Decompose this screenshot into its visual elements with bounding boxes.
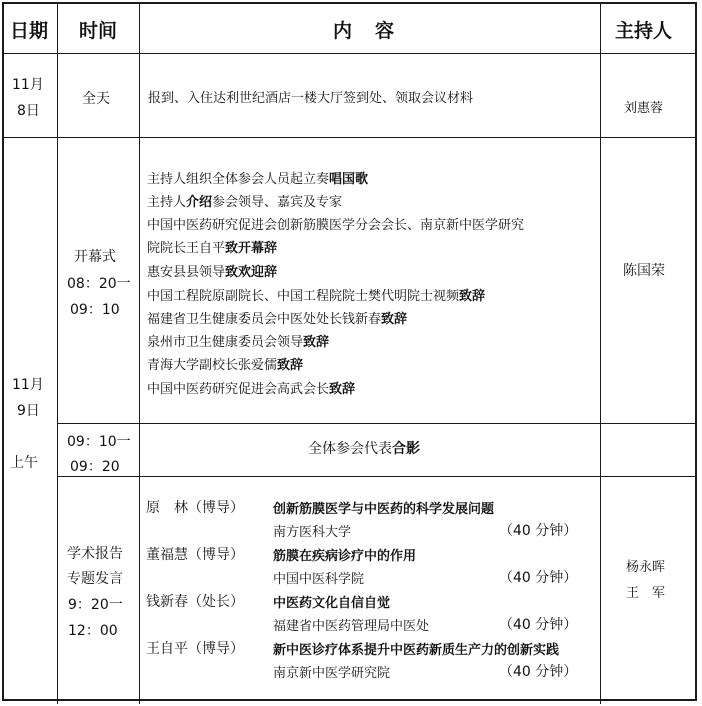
reports-host-line1: 杨永晖 bbox=[626, 560, 666, 575]
grid-line bbox=[57, 423, 697, 424]
grid-line bbox=[139, 2, 140, 704]
report-duration: （40 分钟） bbox=[499, 570, 578, 586]
report-title: 创新筋膜医学与中医药的科学发展问题 bbox=[273, 502, 495, 517]
reports-time-end: 12：00 bbox=[68, 623, 118, 639]
report-speaker: 原 林（博导） bbox=[146, 500, 244, 516]
opening-time-start: 08：20一 bbox=[67, 276, 131, 292]
opening-item: 中国中医药研究促进会创新筋膜医学分会会长、南京新中医学研究 bbox=[147, 218, 525, 233]
report-title: 中医药文化自信自觉 bbox=[273, 596, 391, 611]
opening-item: 主持人组织全体参会人员起立奏唱国歌 bbox=[147, 172, 369, 187]
photo-content: 全体参会代表合影 bbox=[308, 441, 420, 457]
opening-item: 福建省卫生健康委员会中医处处长钱新春致辞 bbox=[147, 312, 408, 327]
grid-line bbox=[2, 137, 697, 138]
grid-line bbox=[57, 2, 58, 704]
header-content: 内 容 bbox=[333, 20, 397, 42]
opening-time-end: 09：10 bbox=[70, 302, 120, 318]
report-speaker: 董福慧（博导） bbox=[146, 547, 244, 563]
date-nov9-line3: 上午 bbox=[10, 455, 38, 471]
report-org: 南京新中医学研究院 bbox=[273, 666, 391, 681]
host-nov8: 刘惠蓉 bbox=[624, 101, 664, 116]
photo-time-end: 09：20 bbox=[70, 459, 120, 475]
report-org: 福建省中医药管理局中医处 bbox=[273, 619, 430, 634]
opening-item: 泉州市卫生健康委员会领导致辞 bbox=[147, 335, 330, 350]
reports-host-line2: 王 军 bbox=[626, 586, 666, 601]
date-nov9-line2: 9日 bbox=[17, 403, 40, 419]
report-duration: （40 分钟） bbox=[499, 617, 578, 633]
date-nov8-line1: 11月 bbox=[12, 77, 44, 93]
reports-time-start: 9：20一 bbox=[68, 597, 123, 613]
report-duration: （40 分钟） bbox=[499, 664, 578, 680]
grid-line bbox=[600, 2, 601, 704]
report-org: 中国中医科学院 bbox=[273, 572, 365, 587]
grid-line bbox=[2, 53, 697, 54]
opening-item: 惠安县县领导致欢迎辞 bbox=[147, 265, 278, 280]
header-host: 主持人 bbox=[615, 20, 673, 42]
content-nov8: 报到、入住达利世纪酒店一楼大厅签到处、领取会议材料 bbox=[148, 91, 474, 106]
opening-item: 青海大学副校长张爱儒致辞 bbox=[147, 358, 304, 373]
report-title: 新中医诊疗体系提升中医药新质生产力的创新实践 bbox=[273, 643, 560, 658]
header-time: 时间 bbox=[79, 20, 118, 42]
date-nov9-line1: 11月 bbox=[12, 377, 44, 393]
reports-label-line1: 学术报告 bbox=[67, 546, 123, 562]
date-nov8-line2: 8日 bbox=[17, 103, 40, 119]
time-nov8: 全天 bbox=[82, 91, 110, 107]
report-org: 南方医科大学 bbox=[273, 525, 352, 540]
opening-host: 陈国荣 bbox=[623, 263, 665, 279]
opening-item: 主持人介绍参会领导、嘉宾及专家 bbox=[147, 195, 343, 210]
opening-item: 中国工程院原副院长、中国工程院院士樊代明院士视频致辞 bbox=[147, 289, 486, 304]
opening-item: 院院长王自平致开幕辞 bbox=[147, 241, 278, 256]
report-title: 筋膜在疾病诊疗中的作用 bbox=[273, 549, 417, 564]
reports-label-line2: 专题发言 bbox=[67, 571, 123, 587]
grid-line bbox=[57, 476, 697, 477]
opening-name: 开幕式 bbox=[74, 249, 116, 265]
report-duration: （40 分钟） bbox=[499, 523, 578, 539]
report-speaker: 王自平（博导） bbox=[146, 641, 244, 657]
report-speaker: 钱新春（处长） bbox=[146, 594, 244, 610]
header-date: 日期 bbox=[10, 20, 49, 42]
photo-time-start: 09：10一 bbox=[67, 434, 131, 450]
opening-item: 中国中医药研究促进会高武会长致辞 bbox=[147, 382, 356, 397]
